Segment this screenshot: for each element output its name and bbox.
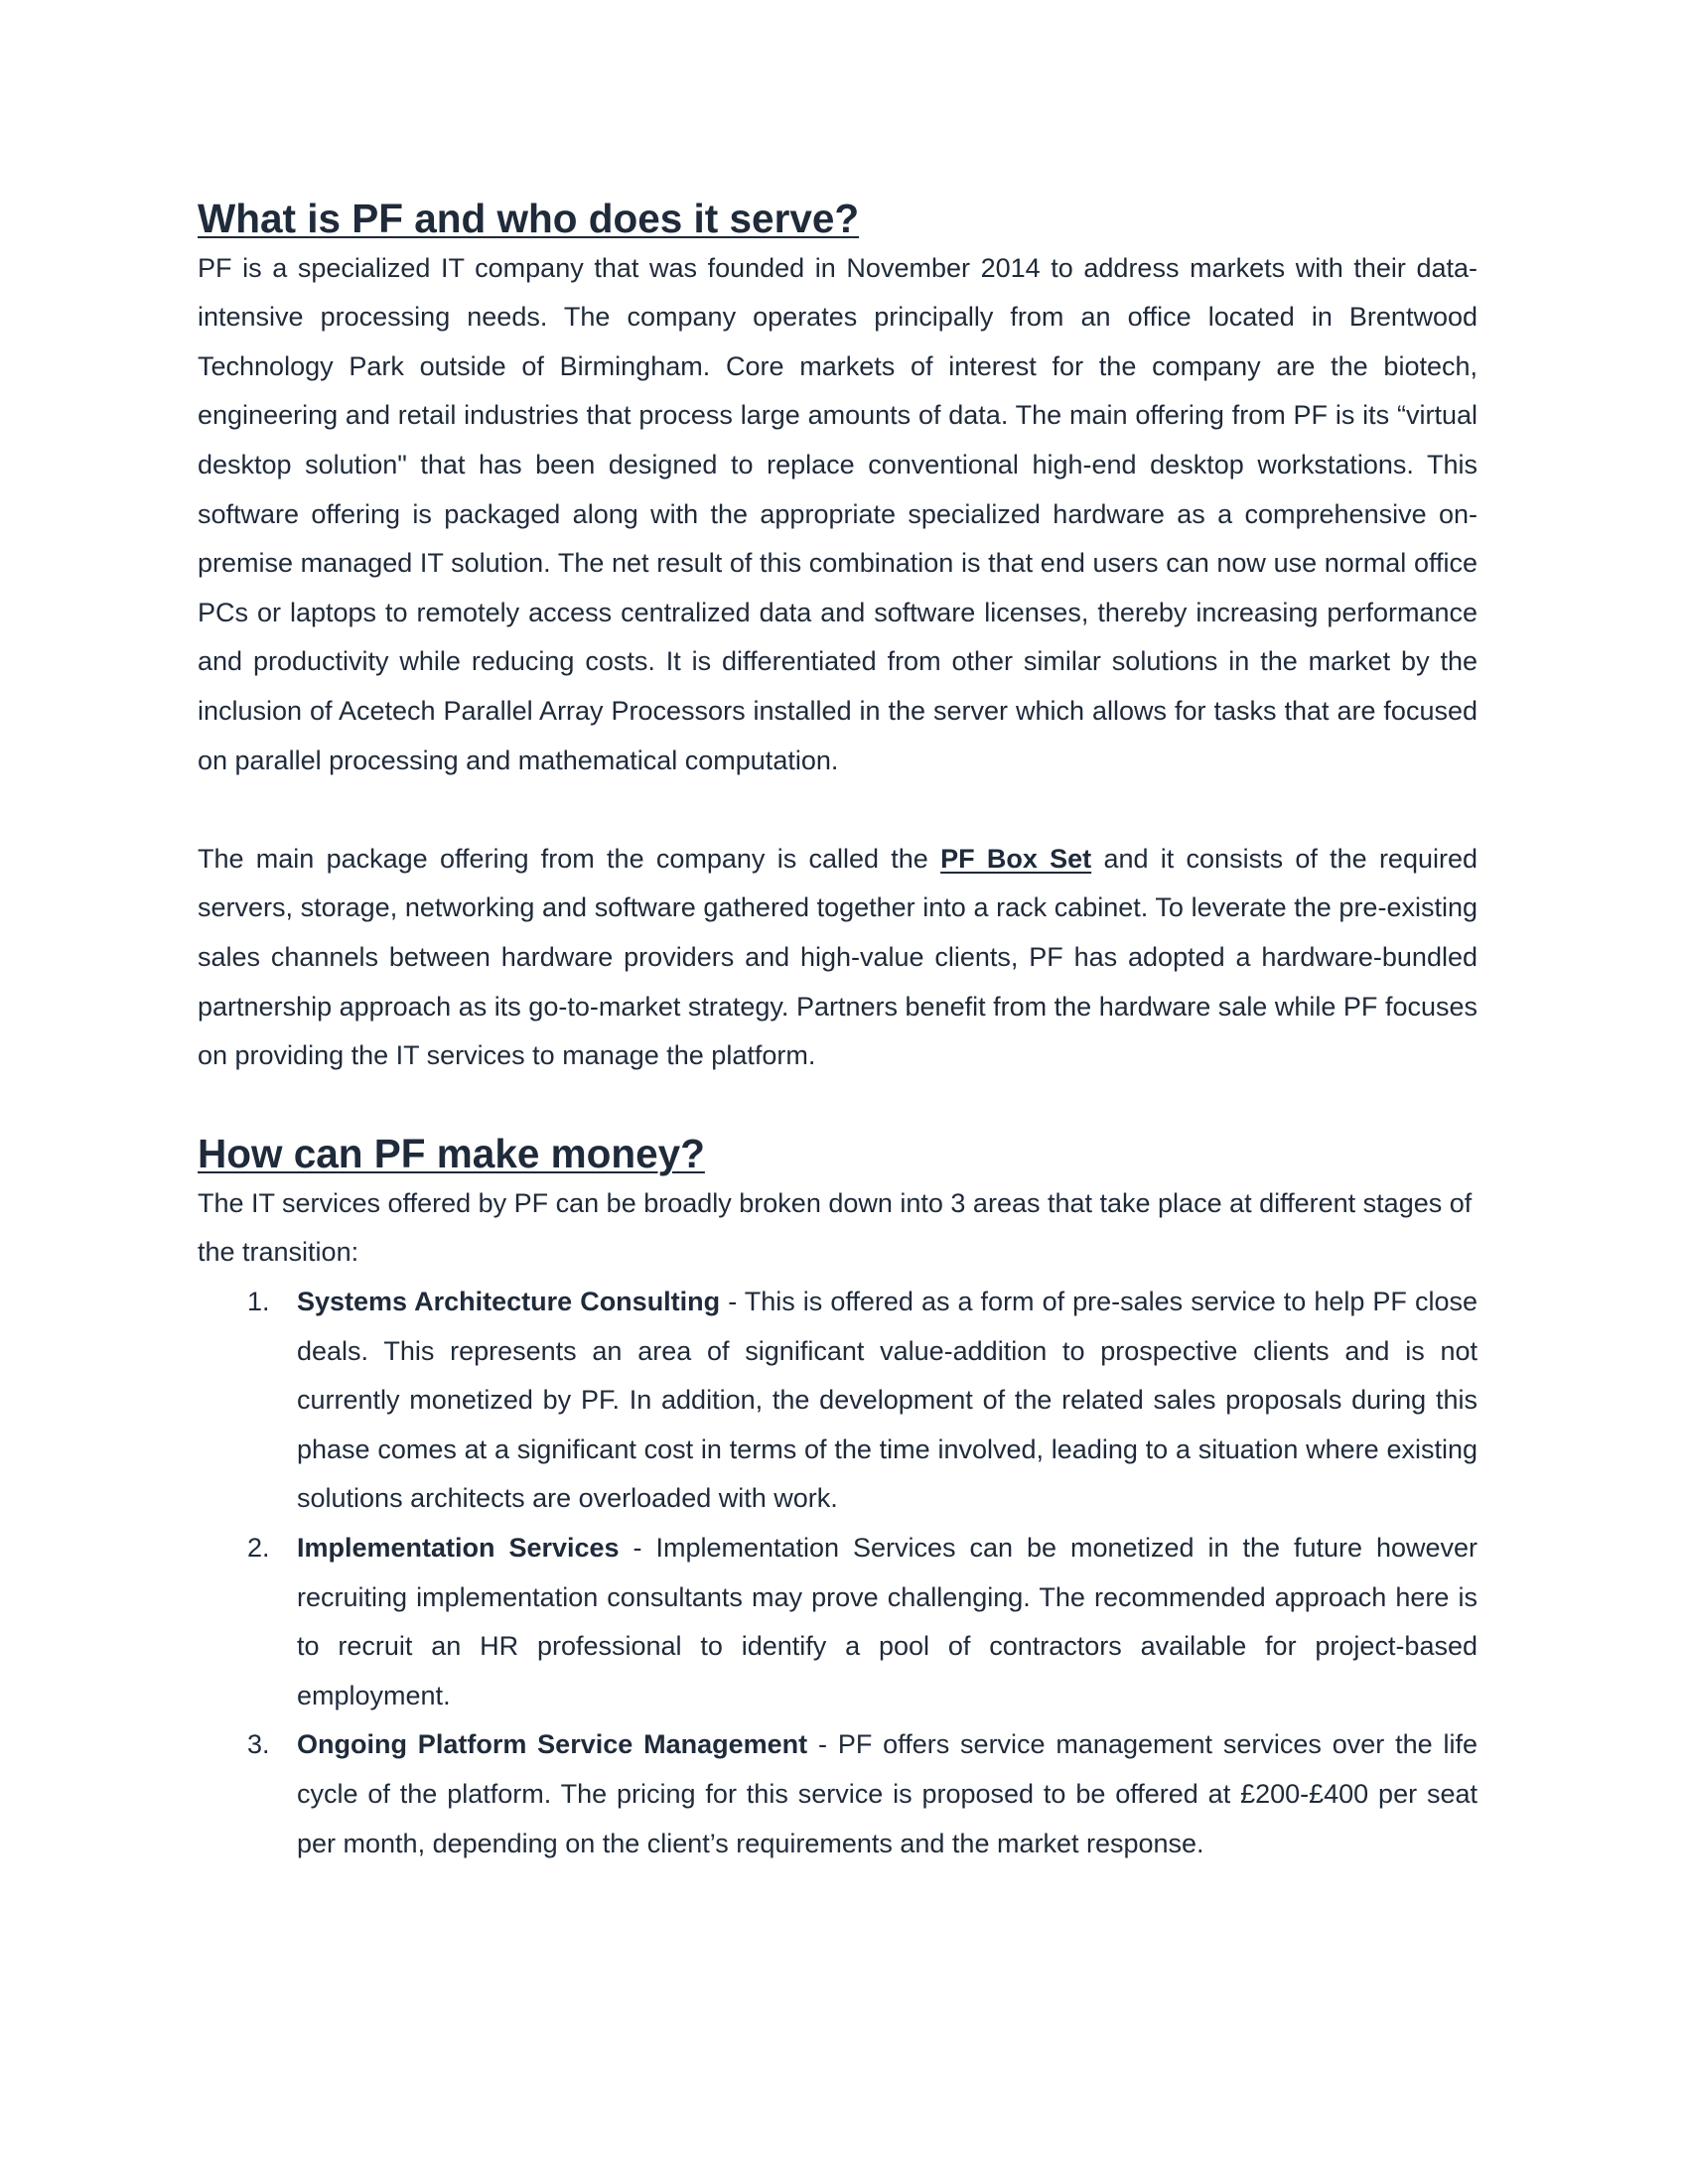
list-number: 2.	[247, 1533, 270, 1564]
section-heading-make-money: How can PF make money?	[198, 1131, 705, 1177]
company-overview-paragraph: PF is a specialized IT company that was founded in November 2014 to address markets with their data-intensive processing needs. The company operates principally from an office located in Brentwood Technology Park outside of Birmingham. Core markets of interest for the company are the biotech, engineering and retail industries that process large amounts of data. The main offering from PF is its “virtual desktop solution" that has been designed to replace conventional high-end desktop workstations. This software offering is packaged along with the appropriate specialized hardware as a comprehensive on-premise managed IT solution. The net result of this combination is that end users can now use normal office PCs or laptops to remotely access centralized data and software licenses, thereby increasing performance and productivity while reducing costs. It is differentiated from other similar solutions in the market by the inclusion of Acetech Parallel Array Processors installed in the server which allows for tasks that are focused on parallel processing and mathematical computation.	[198, 252, 1477, 775]
services-intro-paragraph: The IT services offered by PF can be broadly broken down into 3 areas that take place at different stages of the transition:	[198, 1187, 1473, 1268]
document-page	[198, 195, 1477, 1868]
service-term: Systems Architecture Consulting	[297, 1287, 721, 1317]
paragraph-spacer	[198, 785, 1477, 835]
service-item	[198, 1278, 1477, 1524]
service-description: - PF offers service management services over the life cycle of the platform. The pricing for this service is proposed to be offered at £200-£400 per seat per month, depending on the client’s requirements and the market response.	[297, 1729, 1477, 1858]
list-number: 1.	[247, 1287, 270, 1317]
paragraph-spacer	[198, 1081, 1477, 1131]
service-term: Implementation Services	[297, 1533, 620, 1564]
service-term: Ongoing Platform Service Management	[297, 1729, 808, 1760]
services-list	[198, 1278, 1477, 1868]
box-set-paragraph	[198, 835, 1477, 1081]
service-description: - Implementation Services can be monetized in the future however recruiting implementation consultants may prove challenging. The recommended approach here is to recruit an HR professional to identify a pool of contractors available for project-based employment.	[297, 1533, 1477, 1710]
service-description: - This is offered as a form of pre-sales service to help PF close deals. This represents an area of significant value-addition to prospective clients and is not currently monetized by PF. In addition, the development of the related sales proposals during this phase comes at a significant cost in terms of the time involved, leading to a situation where existing solutions architects are overloaded with work.	[297, 1287, 1477, 1514]
box-set-text-after: and it consists of the required servers, storage, networking and software gathered together into a rack cabinet. To leverate the pre-existing sales channels between hardware providers and high-value clients, PF has adopted a hardware-bundled partnership approach as its go-to-market strategy. Partners benefit from the hardware sale while PF focuses on providing the IT services to manage the platform.	[198, 843, 1477, 1071]
service-item	[198, 1524, 1477, 1720]
list-number: 3.	[247, 1729, 270, 1760]
box-set-text-before: The main package offering from the company is called the	[198, 843, 941, 874]
pf-box-set-term: PF Box Set	[940, 843, 1092, 874]
service-item	[198, 1720, 1477, 1868]
section-heading-what-is-pf: What is PF and who does it serve?	[198, 196, 860, 241]
